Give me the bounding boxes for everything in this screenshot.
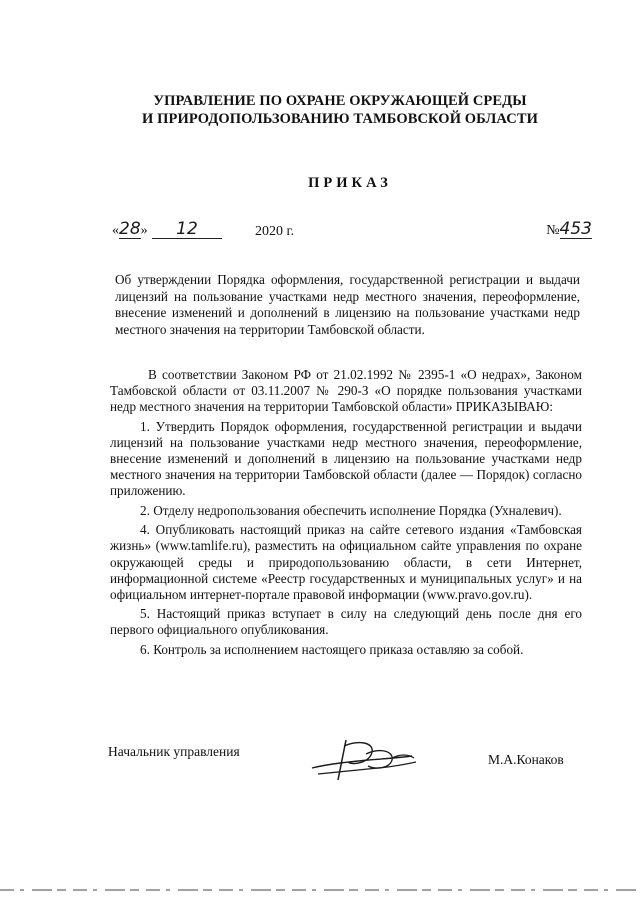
date-day: 28 <box>119 219 141 239</box>
page-bottom-dashes <box>0 888 640 892</box>
clause-1: 1. Утвердить Порядок оформления, государственной регистрации и выдачи лицензий на пользование участками недр местного значения, переоформление, внесение изменений и дополнений в лицензию на пользование участками недр местного значения на территории Тамбовской области (далее — Порядок) согласно приложению. <box>110 418 582 499</box>
header-line-2: И ПРИРОДОПОЛЬЗОВАНИЮ ТАМБОВСКОЙ ОБЛАСТИ <box>142 111 538 127</box>
preamble-paragraph: В соответствии Законом РФ от 21.02.1992 № 2395-1 «О недрах», Законом Тамбовской области от 03.11.2007 № 290-З «О порядке пользования участками недр местного значения на территории Тамбовской области» ПРИКАЗЫВАЮ: <box>110 367 582 415</box>
date-day-field <box>112 220 148 239</box>
order-subject: Об утверждении Порядка оформления, государственной регистрации и выдачи лицензий на пользование участками недр местного значения, переоформление, внесение изменений и дополнений в лицензию на пользование участками недр местного значения на территории Тамбовской области. <box>115 272 580 337</box>
handwritten-signature <box>308 732 420 784</box>
order-body <box>110 367 582 662</box>
issuing-authority-header <box>100 92 580 128</box>
open-quote: « <box>112 223 119 238</box>
date-month: 12 <box>152 220 222 239</box>
clause-6: 6. Контроль за исполнением настоящего приказа оставляю за собой. <box>140 642 524 657</box>
close-quote: » <box>140 223 148 238</box>
clause-4: 4. Опубликовать настоящий приказ на сайте сетевого издания «Тамбовская жизнь» (www.tamlife.ru), разместить на официальном сайте управления по охране окружающей среды и природопользованию области, в сети Интернет, информационной системе «Реестр государственных и муниципальных услуг» и на официальном интернет-портале правовой информации (www.pravo.gov.ru). <box>110 522 582 602</box>
order-number: 453 <box>559 219 592 239</box>
signer-name: М.А.Конаков <box>488 752 564 767</box>
date-number-row <box>112 220 592 244</box>
clause-5: 5. Настоящий приказ вступает в силу на следующий день после дня его первого официального опубликования. <box>110 606 582 638</box>
order-number-field <box>546 220 592 239</box>
document-title: ПРИКАЗ <box>308 175 392 191</box>
date-year: 2020 г. <box>255 224 295 239</box>
signer-title: Начальник управления <box>108 744 240 759</box>
number-sign: № <box>546 223 560 238</box>
header-line-1: УПРАВЛЕНИЕ ПО ОХРАНЕ ОКРУЖАЮЩЕЙ СРЕДЫ <box>153 93 527 109</box>
clause-2: 2. Отделу недропользования обеспечить исполнение Порядка (Ухналевич). <box>140 502 562 518</box>
